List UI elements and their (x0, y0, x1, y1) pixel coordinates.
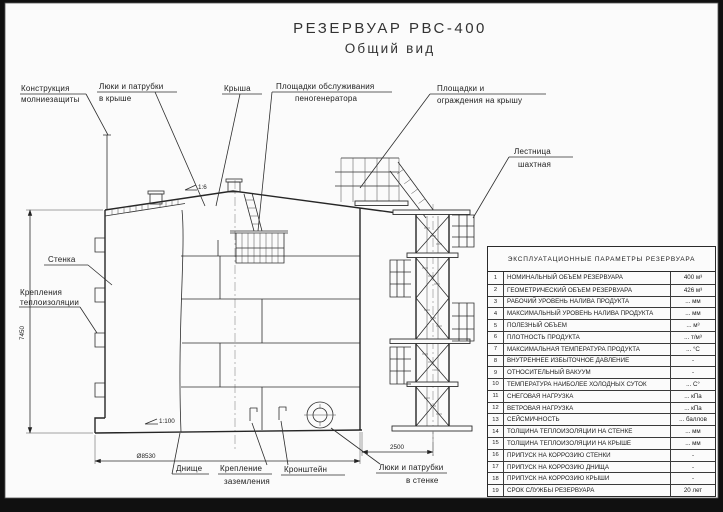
table-row (488, 437, 715, 449)
table-cell-name: ПЛОТНОСТЬ ПРОДУКТА (503, 332, 670, 343)
table-cell-value: ... С° (670, 379, 715, 390)
table-cell-value: ... мм (670, 438, 715, 449)
title-line2: Общий вид (344, 41, 436, 56)
table-cell-name: ГЕОМЕТРИЧЕСКИЙ ОБЪЕМ РЕЗЕРВУАРА (503, 285, 670, 296)
table-cell-num: 7 (493, 346, 498, 353)
label-ladder-1: Лестница (514, 147, 551, 156)
roof-slope-value: 1:6 (198, 184, 207, 191)
table-cell-num: 4 (493, 310, 498, 317)
table-row (488, 355, 715, 367)
table-cell-num: 8 (493, 357, 498, 364)
label-insulation-2: теплоизоляции (20, 298, 80, 307)
table-cell-value: - (670, 450, 715, 461)
label-lightning-1: Конструкция (21, 84, 70, 93)
label-roof-hatches-2: в крыше (99, 94, 132, 103)
parameters-table-title: ЭКСПЛУАТАЦИОННЫЕ ПАРАМЕТРЫ РЕЗЕРВУАРА (488, 247, 715, 272)
table-cell-name: МАКСИМАЛЬНЫЙ УРОВЕНЬ НАЛИВА ПРОДУКТА (503, 308, 670, 319)
table-cell-name: ВЕТРОВАЯ НАГРУЗКА (503, 403, 670, 414)
label-bottom-plate: Днище (176, 464, 203, 473)
dim-diameter-value: Ø8530 (136, 453, 156, 460)
table-cell-name: ПОЛЕЗНЫЙ ОБЪЕМ (503, 320, 670, 331)
table-cell-value: ... м³ (670, 320, 715, 331)
table-cell-name: СЕЙСМИЧНОСТЬ (503, 414, 670, 425)
table-cell-num: 19 (492, 487, 499, 494)
table-row (488, 284, 715, 296)
table-row (488, 378, 715, 390)
table-cell-num: 17 (492, 464, 499, 471)
parameters-table-body (488, 272, 715, 496)
table-row (488, 472, 715, 484)
table-cell-num: 13 (492, 416, 499, 423)
table-cell-num: 18 (492, 475, 499, 482)
table-cell-name: ВНУТРЕННЕЕ ИЗБЫТОЧНОЕ ДАВЛЕНИЕ (503, 356, 670, 367)
title-line1: РЕЗЕРВУАР РВС-400 (293, 20, 487, 37)
table-row (488, 343, 715, 355)
table-cell-name: СРОК СЛУЖБЫ РЕЗЕРВУАРА (503, 485, 670, 496)
table-cell-name: РАБОЧИЙ УРОВЕНЬ НАЛИВА ПРОДУКТА (503, 297, 670, 308)
table-cell-name: СНЕГОВАЯ НАГРУЗКА (503, 391, 670, 402)
label-roof: Крыша (224, 84, 251, 93)
table-cell-num: 11 (492, 393, 499, 400)
label-roof-railings-2: ограждения на крышу (437, 96, 523, 105)
table-cell-name: ТОЛЩИНА ТЕПЛОИЗОЛЯЦИИ НА КРЫШЕ (503, 438, 670, 449)
table-cell-value: ... мм (670, 308, 715, 319)
label-foam-platform-2: пеногенератора (295, 94, 358, 103)
table-cell-num: 6 (493, 334, 498, 341)
label-grounding-2: заземления (224, 477, 270, 486)
table-row (488, 425, 715, 437)
dim-height-value: 7450 (19, 325, 26, 341)
table-cell-value: - (670, 473, 715, 484)
table-cell-name: ПРИПУСК НА КОРРОЗИЮ КРЫШИ (503, 473, 670, 484)
label-wall-hatches-2: в стенке (406, 476, 439, 485)
label-bracket: Кронштейн (284, 465, 328, 474)
table-cell-value: ... баллов (670, 414, 715, 425)
table-cell-value: 400 м³ (670, 272, 715, 284)
table-row (488, 307, 715, 319)
table-cell-value: ... кПа (670, 391, 715, 402)
table-cell-name: ТОЛЩИНА ТЕПЛОИЗОЛЯЦИИ НА СТЕНКЕ (503, 426, 670, 437)
table-cell-value: 426 м³ (670, 285, 715, 296)
label-ladder-2: шахтная (518, 160, 552, 169)
table-cell-value: ... кПа (670, 403, 715, 414)
parameters-table (487, 246, 716, 497)
table-cell-name: МАКСИМАЛЬНАЯ ТЕМПЕРАТУРА ПРОДУКТА (503, 344, 670, 355)
table-row (488, 390, 715, 402)
table-cell-num: 5 (493, 322, 498, 329)
table-cell-name: ТЕМПЕРАТУРА НАИБОЛЕЕ ХОЛОДНЫХ СУТОК (503, 379, 670, 390)
table-cell-value: ... мм (670, 426, 715, 437)
table-cell-num: 15 (492, 440, 499, 447)
table-cell-name: НОМИНАЛЬНЫЙ ОБЪЕМ РЕЗЕРВУАРА (503, 272, 670, 284)
table-row (488, 413, 715, 425)
label-insulation-1: Крепления (20, 288, 63, 297)
table-cell-num: 16 (492, 452, 499, 459)
table-cell-name: ПРИПУСК НА КОРРОЗИЮ ДНИЩА (503, 462, 670, 473)
table-row (488, 319, 715, 331)
label-foam-platform-1: Площадки обслуживания (276, 82, 375, 91)
table-row (488, 449, 715, 461)
table-row (488, 402, 715, 414)
table-cell-value: - (670, 356, 715, 367)
table-cell-value: - (670, 462, 715, 473)
table-cell-num: 12 (492, 405, 499, 412)
table-cell-num: 10 (492, 381, 499, 388)
table-cell-value: ... т/м³ (670, 332, 715, 343)
table-cell-value: - (670, 367, 715, 378)
table-cell-num: 2 (493, 287, 498, 294)
table-cell-value: ... °С (670, 344, 715, 355)
table-cell-num: 1 (493, 274, 498, 281)
table-row (488, 366, 715, 378)
table-cell-value: ... мм (670, 297, 715, 308)
table-cell-num: 3 (493, 298, 498, 305)
label-wall: Стенка (48, 255, 76, 264)
label-wall-hatches-1: Люки и патрубки (379, 463, 444, 472)
bottom-slope-value: 1:100 (159, 418, 175, 425)
label-roof-hatches-1: Люки и патрубки (99, 82, 164, 91)
table-cell-num: 9 (493, 369, 498, 376)
table-row (488, 296, 715, 308)
table-cell-name: ПРИПУСК НА КОРРОЗИЮ СТЕНКИ (503, 450, 670, 461)
table-cell-name: ОТНОСИТЕЛЬНЫЙ ВАКУУМ (503, 367, 670, 378)
table-cell-num: 14 (492, 428, 499, 435)
table-cell-value: 20 лет (670, 485, 715, 496)
table-row (488, 331, 715, 343)
label-roof-railings-1: Площадки и (437, 84, 485, 93)
table-row (488, 484, 715, 496)
label-grounding-1: Крепление (220, 464, 263, 473)
table-row (488, 461, 715, 473)
dim-spacing-value: 2500 (389, 444, 405, 451)
label-lightning-2: молниезащиты (21, 95, 80, 104)
table-row (488, 272, 715, 284)
